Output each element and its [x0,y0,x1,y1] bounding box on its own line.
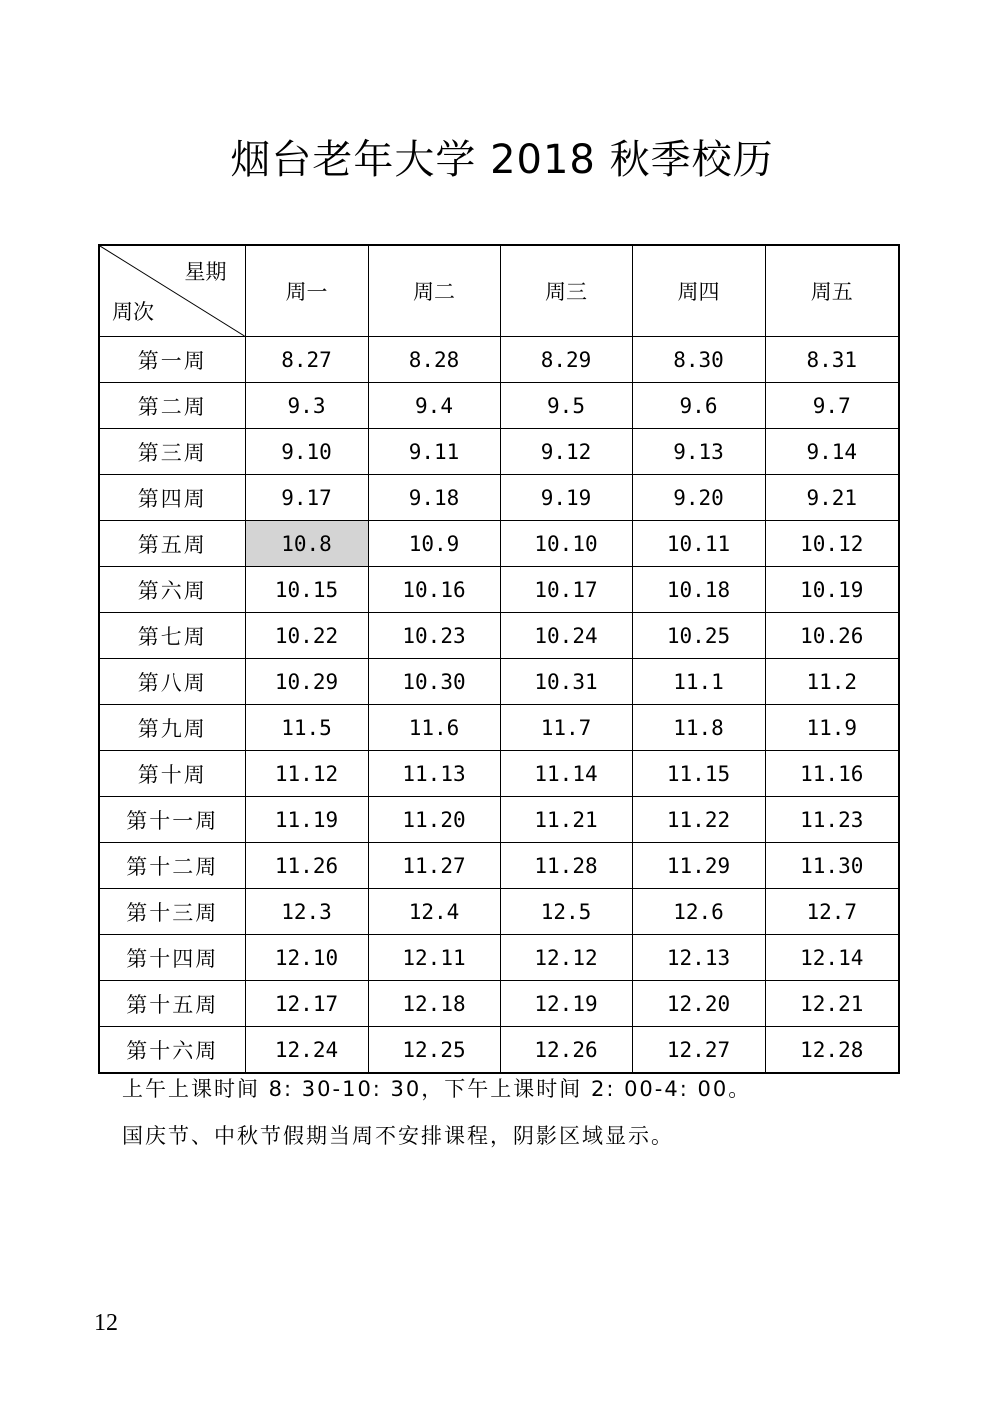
corner-label-week: 周次 [112,300,154,324]
table-row [99,659,899,705]
page-number: 12 [94,1310,118,1336]
date-cell: 11.13 [368,751,500,797]
week-label-cell: 第十周 [99,751,245,797]
table-row [99,613,899,659]
date-cell: 8.27 [245,337,368,383]
date-cell: 11.22 [632,797,765,843]
date-cell: 12.14 [765,935,899,981]
week-label-cell: 第八周 [99,659,245,705]
date-cell: 8.29 [500,337,632,383]
date-cell: 12.5 [500,889,632,935]
date-cell: 10.19 [765,567,899,613]
table-row [99,337,899,383]
date-cell: 12.28 [765,1027,899,1074]
date-cell: 9.11 [368,429,500,475]
table-row [99,889,899,935]
date-cell: 10.11 [632,521,765,567]
week-label-cell: 第十五周 [99,981,245,1027]
class-time-note: 上午上课时间 8: 30-10: 30，下午上课时间 2: 00-4: 00。 [122,1077,752,1101]
date-cell: 8.30 [632,337,765,383]
table-row [99,429,899,475]
date-cell: 10.30 [368,659,500,705]
table-row [99,751,899,797]
date-cell: 12.7 [765,889,899,935]
date-cell: 11.5 [245,705,368,751]
table-row [99,475,899,521]
day-header-thursday: 周四 [632,245,765,337]
week-label-cell: 第五周 [99,521,245,567]
date-cell: 12.26 [500,1027,632,1074]
date-cell-shaded: 10.8 [245,521,368,567]
date-cell: 11.29 [632,843,765,889]
date-cell: 11.1 [632,659,765,705]
corner-label-weekday: 星期 [184,260,227,284]
table-row [99,705,899,751]
day-header-friday: 周五 [765,245,899,337]
date-cell: 9.19 [500,475,632,521]
date-cell: 11.19 [245,797,368,843]
date-cell: 11.23 [765,797,899,843]
week-label-cell: 第二周 [99,383,245,429]
date-cell: 10.29 [245,659,368,705]
date-cell: 11.2 [765,659,899,705]
date-cell: 9.5 [500,383,632,429]
date-cell: 10.24 [500,613,632,659]
date-cell: 9.12 [500,429,632,475]
date-cell: 10.15 [245,567,368,613]
table-row [99,1027,899,1074]
date-cell: 12.25 [368,1027,500,1074]
date-cell: 10.16 [368,567,500,613]
holiday-note: 国庆节、中秋节假期当周不安排课程，阴影区域显示。 [122,1124,674,1148]
date-cell: 12.27 [632,1027,765,1074]
date-cell: 11.7 [500,705,632,751]
week-label-cell: 第十二周 [99,843,245,889]
day-header-wednesday: 周三 [500,245,632,337]
week-label-cell: 第十四周 [99,935,245,981]
date-cell: 10.12 [765,521,899,567]
date-cell: 12.12 [500,935,632,981]
calendar-body [99,337,899,1074]
date-cell: 10.23 [368,613,500,659]
date-cell: 10.18 [632,567,765,613]
date-cell: 11.28 [500,843,632,889]
week-label-cell: 第十一周 [99,797,245,843]
date-cell: 10.25 [632,613,765,659]
date-cell: 12.18 [368,981,500,1027]
week-label-cell: 第七周 [99,613,245,659]
date-cell: 10.17 [500,567,632,613]
date-cell: 11.6 [368,705,500,751]
date-cell: 12.19 [500,981,632,1027]
week-label-cell: 第三周 [99,429,245,475]
table-row [99,383,899,429]
date-cell: 11.20 [368,797,500,843]
date-cell: 12.21 [765,981,899,1027]
date-cell: 10.26 [765,613,899,659]
table-row [99,797,899,843]
date-cell: 9.10 [245,429,368,475]
date-cell: 9.17 [245,475,368,521]
date-cell: 11.26 [245,843,368,889]
date-cell: 9.7 [765,383,899,429]
date-cell: 9.3 [245,383,368,429]
table-row [99,981,899,1027]
table-row [99,521,899,567]
week-label-cell: 第十六周 [99,1027,245,1074]
date-cell: 12.13 [632,935,765,981]
date-cell: 11.8 [632,705,765,751]
date-cell: 10.9 [368,521,500,567]
table-row [99,843,899,889]
week-label-cell: 第一周 [99,337,245,383]
week-label-cell: 第九周 [99,705,245,751]
date-cell: 11.16 [765,751,899,797]
date-cell: 10.10 [500,521,632,567]
date-cell: 11.21 [500,797,632,843]
corner-header-cell [99,245,245,337]
date-cell: 9.13 [632,429,765,475]
day-header-monday: 周一 [245,245,368,337]
date-cell: 11.14 [500,751,632,797]
date-cell: 12.6 [632,889,765,935]
page-title: 烟台老年大学 2018 秋季校历 [230,137,774,183]
table-row [99,935,899,981]
date-cell: 12.10 [245,935,368,981]
week-label-cell: 第十三周 [99,889,245,935]
school-calendar-table [98,244,900,1074]
date-cell: 10.31 [500,659,632,705]
week-label-cell: 第四周 [99,475,245,521]
date-cell: 10.22 [245,613,368,659]
date-cell: 9.20 [632,475,765,521]
date-cell: 8.31 [765,337,899,383]
date-cell: 11.9 [765,705,899,751]
date-cell: 12.20 [632,981,765,1027]
date-cell: 11.27 [368,843,500,889]
date-cell: 9.21 [765,475,899,521]
date-cell: 9.4 [368,383,500,429]
header-row [99,245,899,337]
date-cell: 11.15 [632,751,765,797]
date-cell: 8.28 [368,337,500,383]
date-cell: 9.18 [368,475,500,521]
date-cell: 11.12 [245,751,368,797]
date-cell: 12.3 [245,889,368,935]
date-cell: 12.11 [368,935,500,981]
date-cell: 12.4 [368,889,500,935]
day-header-tuesday: 周二 [368,245,500,337]
date-cell: 12.17 [245,981,368,1027]
date-cell: 9.6 [632,383,765,429]
table-row [99,567,899,613]
date-cell: 11.30 [765,843,899,889]
date-cell: 12.24 [245,1027,368,1074]
date-cell: 9.14 [765,429,899,475]
week-label-cell: 第六周 [99,567,245,613]
